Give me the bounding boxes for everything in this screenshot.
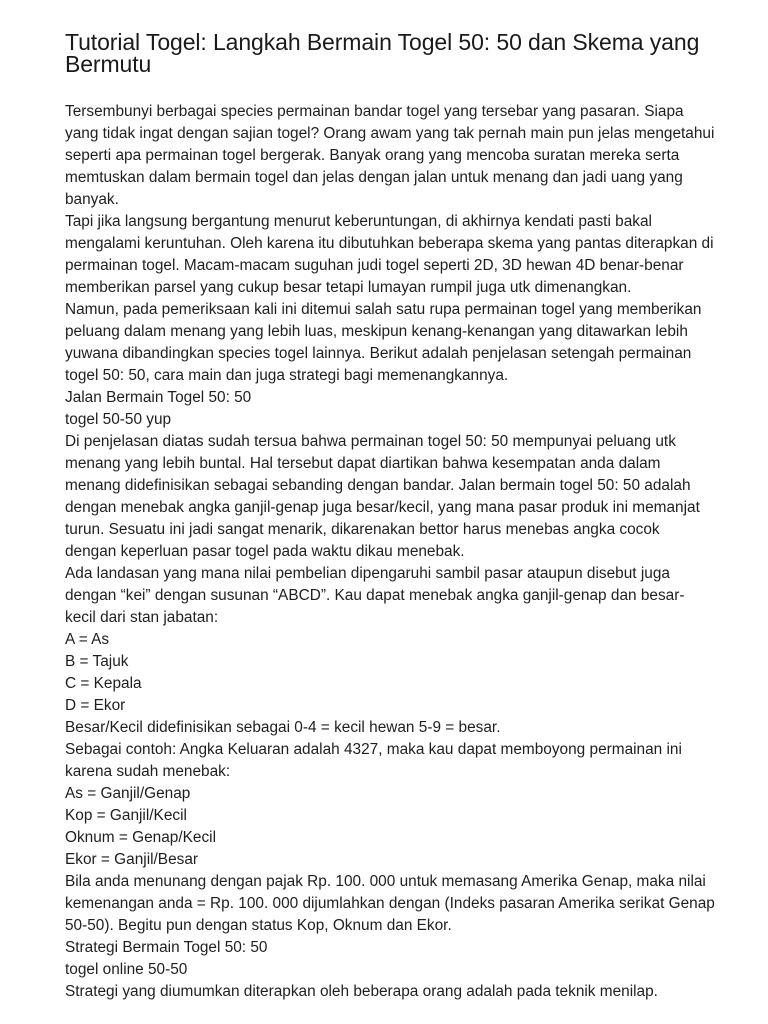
paragraph-intro-3: Namun, pada pemeriksaan kali ini ditemui salah satu rupa permainan togel yang memberikan peluang dalam menang yang lebih luas, meskipun kenang-kenangan yang ditawarkan lebih yuwana dibandingkan species togel lainnya. Berikut adalah penjelasan setengah permainan togel 50: 50, cara main dan juga strategi bagi memenangkannya. xyxy=(65,301,702,384)
list-item-as: As = Ganjil/Genap xyxy=(65,785,191,802)
image-caption-togel-online: togel online 50-50 xyxy=(65,961,188,978)
section-heading-how-to-play: Jalan Bermain Togel 50: 50 xyxy=(65,389,252,406)
image-caption-togel-50-50: togel 50-50 yup xyxy=(65,411,172,428)
list-item-oknum: Oknum = Genap/Kecil xyxy=(65,829,216,846)
section-heading-strategy: Strategi Bermain Togel 50: 50 xyxy=(65,939,268,956)
list-item-a: A = As xyxy=(65,631,110,648)
paragraph-strategy: Strategi yang diumumkan diterapkan oleh beberapa orang adalah pada teknik menilap. xyxy=(65,983,658,1000)
list-item-c: C = Kepala xyxy=(65,675,142,692)
document-title: Tutorial Togel: Langkah Bermain Togel 50: 50 dan Skema yang Bermutu xyxy=(65,29,700,77)
document-body xyxy=(65,101,715,1003)
document-page xyxy=(65,31,715,1003)
paragraph-bet-example: Bila anda menunang dengan pajak Rp. 100. 000 untuk memasang Amerika Genap, maka nilai kemenangan anda = Rp. 100. 000 dijumlahkan dengan (Indeks pasaran Amerika serikat Genap 50-50). Begitu pun dengan status Kop, Oknum dan Ekor. xyxy=(65,873,715,934)
list-item-kop: Kop = Ganjil/Kecil xyxy=(65,807,187,824)
paragraph-how-to-play: Di penjelasan diatas sudah tersua bahwa permainan togel 50: 50 mempunyai peluang utk menang yang lebih buntal. Hal tersebut dapat diartikan bahwa kesempatan anda dalam menang didefinisikan sebagai sebanding dengan bandar. Jalan bermain togel 50: 50 adalah dengan menebak angka ganjil-genap juga besar/kecil, yang mana pasar produk ini memanjat turun. Sesuatu ini jadi sangat menarik, dikarenakan bettor harus menebas angka cocok dengan keperluan pasar togel pada waktu dikau menebak. xyxy=(65,433,700,560)
paragraph-kei-abcd: Ada landasan yang mana nilai pembelian dipengaruhi sambil pasar ataupun disebut juga dengan “kei” dengan susunan “ABCD”. Kau dapat menebak angka ganjil-genap dan besar-kecil dari stan jabatan: xyxy=(65,565,685,626)
list-item-d: D = Ekor xyxy=(65,697,126,714)
list-item-b: B = Tajuk xyxy=(65,653,129,670)
paragraph-besar-kecil: Besar/Kecil didefinisikan sebagai 0-4 = kecil hewan 5-9 = besar. xyxy=(65,719,501,736)
paragraph-example: Sebagai contoh: Angka Keluaran adalah 4327, maka kau dapat memboyong permainan ini karena sudah menebak: xyxy=(65,741,682,780)
list-item-ekor: Ekor = Ganjil/Besar xyxy=(65,851,199,868)
paragraph-intro-2: Tapi jika langsung bergantung menurut keberuntungan, di akhirnya kendati pasti bakal mengalami keruntuhan. Oleh karena itu dibutuhkan beberapa skema yang pantas diterapkan di permainan togel. Macam-macam suguhan judi togel seperti 2D, 3D hewan 4D benar-benar memberikan parsel yang cukup besar tetapi lumayan rumpil juga utk dimenangkan. xyxy=(65,213,714,296)
paragraph-intro-1: Tersembunyi berbagai species permainan bandar togel yang tersebar yang pasaran. Siapa yang tidak ingat dengan sajian togel? Orang awam yang tak pernah main pun jelas mengetahui seperti apa permainan togel bergerak. Banyak orang yang mencoba suratan mereka serta memtuskan dalam bermain togel dan jelas dengan jalan untuk menang dan jadi uang yang banyak. xyxy=(65,103,715,208)
